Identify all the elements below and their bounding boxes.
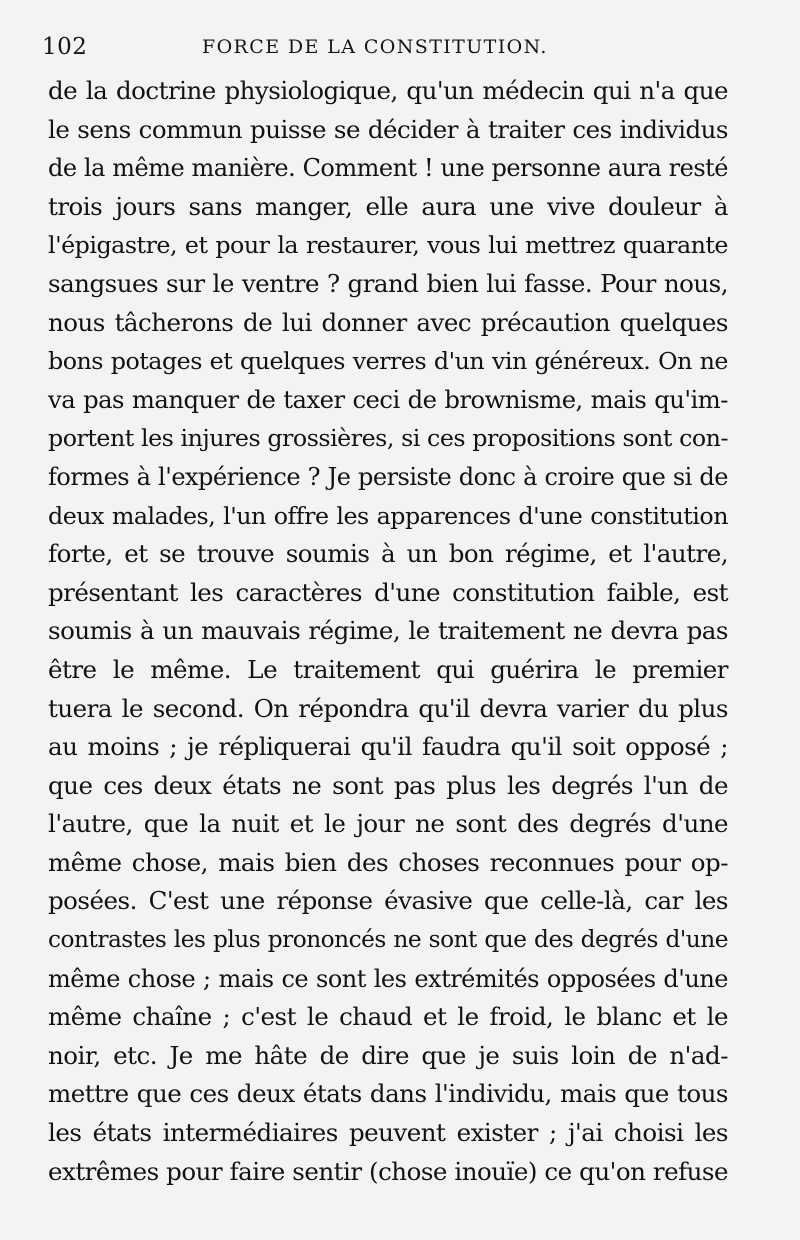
- text-line: au moins ; je répliquerai qu'il faudra qu'il soit opposé ;: [48, 732, 728, 762]
- running-title: FORCE DE LA CONSTITUTION.: [202, 36, 548, 58]
- text-line: être le même. Le traitement qui guérira le premier: [48, 654, 728, 684]
- text-line: va pas manquer de taxer ceci de brownisme, mais qu'im-: [48, 384, 728, 414]
- text-line: de la doctrine physiologique, qu'un médecin qui n'a que: [48, 76, 728, 105]
- text-line: extrêmes pour faire sentir (chose inouïe) ce qu'on refuse: [48, 1156, 728, 1186]
- text-line: noir, etc. Je me hâte de dire que je suis loin de n'ad-: [48, 1040, 728, 1070]
- text-line: portent les injures grossières, si ces propositions sont con-: [48, 424, 728, 453]
- text-line: même chose, mais bien des choses reconnues pour op-: [48, 847, 728, 877]
- text-line: sangsues sur le ventre ? grand bien lui fasse. Pour nous,: [48, 268, 728, 298]
- page-number: 102: [42, 34, 88, 60]
- text-line: deux malades, l'un offre les apparences d'une constitution: [48, 501, 728, 530]
- text-line: l'autre, que la nuit et le jour ne sont des degrés d'une: [48, 809, 728, 839]
- text-line: les états intermédiaires peuvent exister ; j'ai choisi les: [48, 1118, 728, 1148]
- text-line: que ces deux états ne sont pas plus les degrés l'un de: [48, 770, 728, 800]
- text-line: présentant les caractères d'une constitution faible, est: [48, 577, 728, 607]
- text-line: posées. C'est une réponse évasive que celle-là, car les: [48, 886, 728, 916]
- text-line: nous tâcherons de lui donner avec précaution quelques: [48, 307, 728, 337]
- text-line: tuera le second. On répondra qu'il devra varier du plus: [48, 693, 728, 723]
- text-line: le sens commun puisse se décider à traiter ces individus: [48, 114, 728, 144]
- text-line: même chose ; mais ce sont les extrémités opposées d'une: [48, 964, 728, 993]
- text-line: mettre que ces deux états dans l'individu, mais que tous: [48, 1079, 728, 1109]
- text-line: formes à l'expérience ? Je persiste donc à croire que si de: [48, 462, 728, 491]
- text-line: de la même manière. Comment ! une personne aura resté: [48, 154, 728, 183]
- running-head: [42, 30, 740, 64]
- body-text: [48, 72, 728, 1191]
- text-line: forte, et se trouve soumis à un bon régime, et l'autre,: [48, 539, 728, 569]
- text-line: même chaîne ; c'est le chaud et le froid, le blanc et le: [48, 1002, 728, 1032]
- text-line: bons potages et quelques verres d'un vin généreux. On ne: [48, 347, 728, 376]
- text-line: soumis à un mauvais régime, le traitement ne devra pas: [48, 616, 728, 646]
- text-line: trois jours sans manger, elle aura une vive douleur à: [48, 191, 728, 221]
- text-line: l'épigastre, et pour la restaurer, vous lui mettrez quarante: [48, 231, 728, 260]
- text-line: contrastes les plus prononcés ne sont que des degrés d'une: [48, 926, 728, 954]
